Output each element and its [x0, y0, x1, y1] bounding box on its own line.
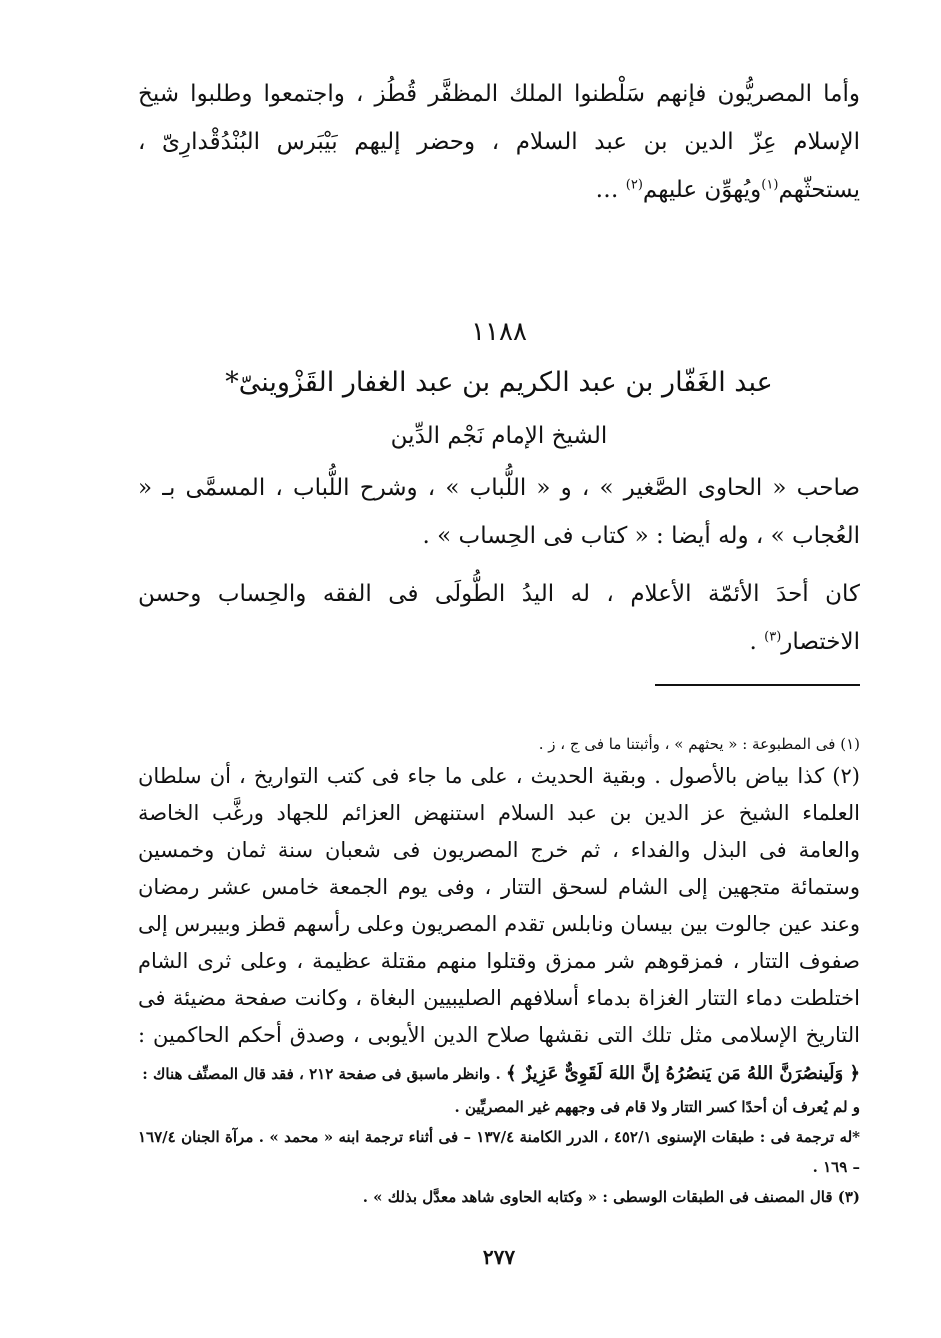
footnote-marker-1: (١): [761, 177, 779, 193]
footnote-2: [138, 758, 860, 1092]
footnote-2-tail: و لم يُعرف أن أحدًا كسر التتار ولا قام فى وجههم غير المصريِّين .: [454, 1098, 860, 1116]
footnote-3: (٣) قال المصنف فى الطبقات الوسطى : « وكتابه الحاوى شاهد معدَّل بذلك » .: [362, 1188, 860, 1206]
intro-text: وأما المصريُّون فإنهم سَلْطنوا الملك المظفَّر قُطُز ، واجتمعوا وطلبوا شيخ الإسلام عِزّ الدين بن عبد السلام ، وحضر إليهم بَيْبَرس البُنْدُقْدارِىّ ، يستحثّهم: [138, 81, 860, 203]
document-page: [138, 70, 860, 1280]
entry-title: عبد الغَفّار بن عبد الكريم بن عبد الغفار القَزْوينىّ*: [225, 367, 773, 398]
footnote-star: *له ترجمة فى : طبقات الإسنوى ٤٥٢/١ ، الدرر الكامنة ١٣٧/٤ – فى أثناء ترجمة ابنه « محمد » . مرآة الجنان ١٦٧/٤ – ١٦٩ .: [138, 1128, 860, 1176]
intro-text-2: ويُهوِّن عليهم: [642, 177, 762, 203]
footnote-marker-2: (٢): [625, 177, 643, 193]
footnote-2-text: (٢) كذا بياض بالأصول . وبقية الحديث ، على ما جاء فى كتب التواريخ ، أن سلطان العلماء الشيخ عز الدين بن عبد السلام استنهض العزائم للجهاد ورغَّب الخاصة والعامة فى البذل والفداء ، ثم خرج المصريون فى شعبان سنة ثمان وخمسين وستمائة متجهين إلى الشام لسحق التتار ، وفى يوم الجمعة خامس عشر رمضان وعند عين جالوت بين بيسان ونابلس تقدم المصريون وعلى رأسهم قطز وبيبرس إلى صفوف التتار ، فمزقوهم شر ممزق وقتلوا منهم مقتلة عظيمة ، وعلى ثرى الشام اختلطت دماء التتار الغزاة بدماء أسلافهم الصليبيين البغاة ، وكانت صفحة مضيئة فى التاريخ الإسلامى مثل تلك التى نقشها صلاح الدين الأيوبى ، وصدق أحكم الحاكمين :: [138, 764, 860, 1047]
entry-number: ١١٨٨: [471, 317, 527, 347]
entry-paragraph-description: [138, 570, 860, 666]
intro-paragraph: [138, 70, 860, 214]
footnote-marker-3: (٣): [764, 629, 782, 645]
entry-paragraph-works: صاحب « الحاوى الصَّغير » ، و « اللُّباب » ، وشرح اللُّباب ، المسمَّى بـ « العُجاب » ، وله أيضا : « كتاب فى الحِساب » .: [138, 475, 860, 549]
footnote-separator: [655, 684, 860, 686]
page-number: ٢٧٧: [482, 1245, 516, 1269]
footnote-2-reference: . وانظر ماسبق فى صفحة ٢١٢ ، فقد قال المصنِّف هناك :: [142, 1065, 506, 1083]
intro-ending: …: [595, 177, 626, 203]
description-text: كان أحدَ الأئمّة الأعلام ، له اليدُ الطُّولَى فى الفقه والحِساب وحسن الاختصار: [138, 581, 860, 655]
footnotes-section: [138, 730, 860, 1212]
entry-subtitle: الشيخ الإمام نَجْم الدِّين: [390, 423, 608, 449]
footnote-1: (١) فى المطبوعة : « يحثهم » ، وأثبتنا ما فى ج ، ز .: [538, 735, 860, 753]
quran-verse: ﴿ وَلَينصُرَنَّ اللهُ مَن يَنصُرُهُ إنَّ اللهَ لَقَوِىٌّ عَزِيزٌ ﴾: [505, 1063, 860, 1084]
description-ending: .: [749, 629, 765, 655]
